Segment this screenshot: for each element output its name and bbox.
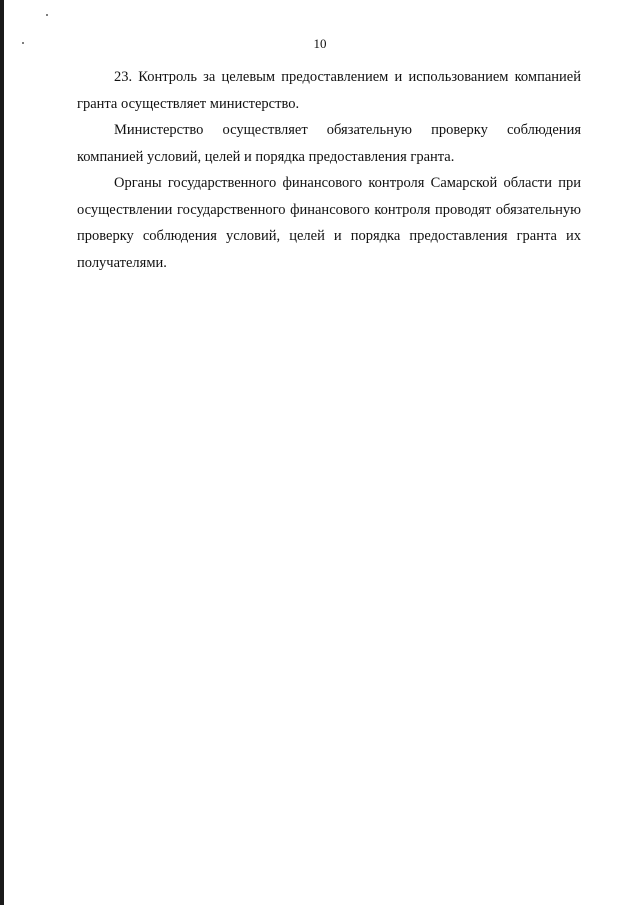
paragraph-control: 23. Контроль за целевым предоставлением и использованием компанией гранта осуществляет министерство. <box>77 69 581 112</box>
scan-edge <box>0 0 4 905</box>
document-body <box>77 64 581 276</box>
paragraph-financial-control: Органы государственного финансового контроля Самарской области при осуществлении государственного финансового контроля проводят обязательную проверку соблюдения условий, целей и порядка предоставления гранта их получателями. <box>77 175 581 271</box>
scan-speck <box>46 14 48 16</box>
paragraph-ministry-check: Министерство осуществляет обязательную проверку соблюдения компанией условий, целей и порядка предоставления гранта. <box>77 122 581 165</box>
page-number: 10 <box>313 36 327 51</box>
